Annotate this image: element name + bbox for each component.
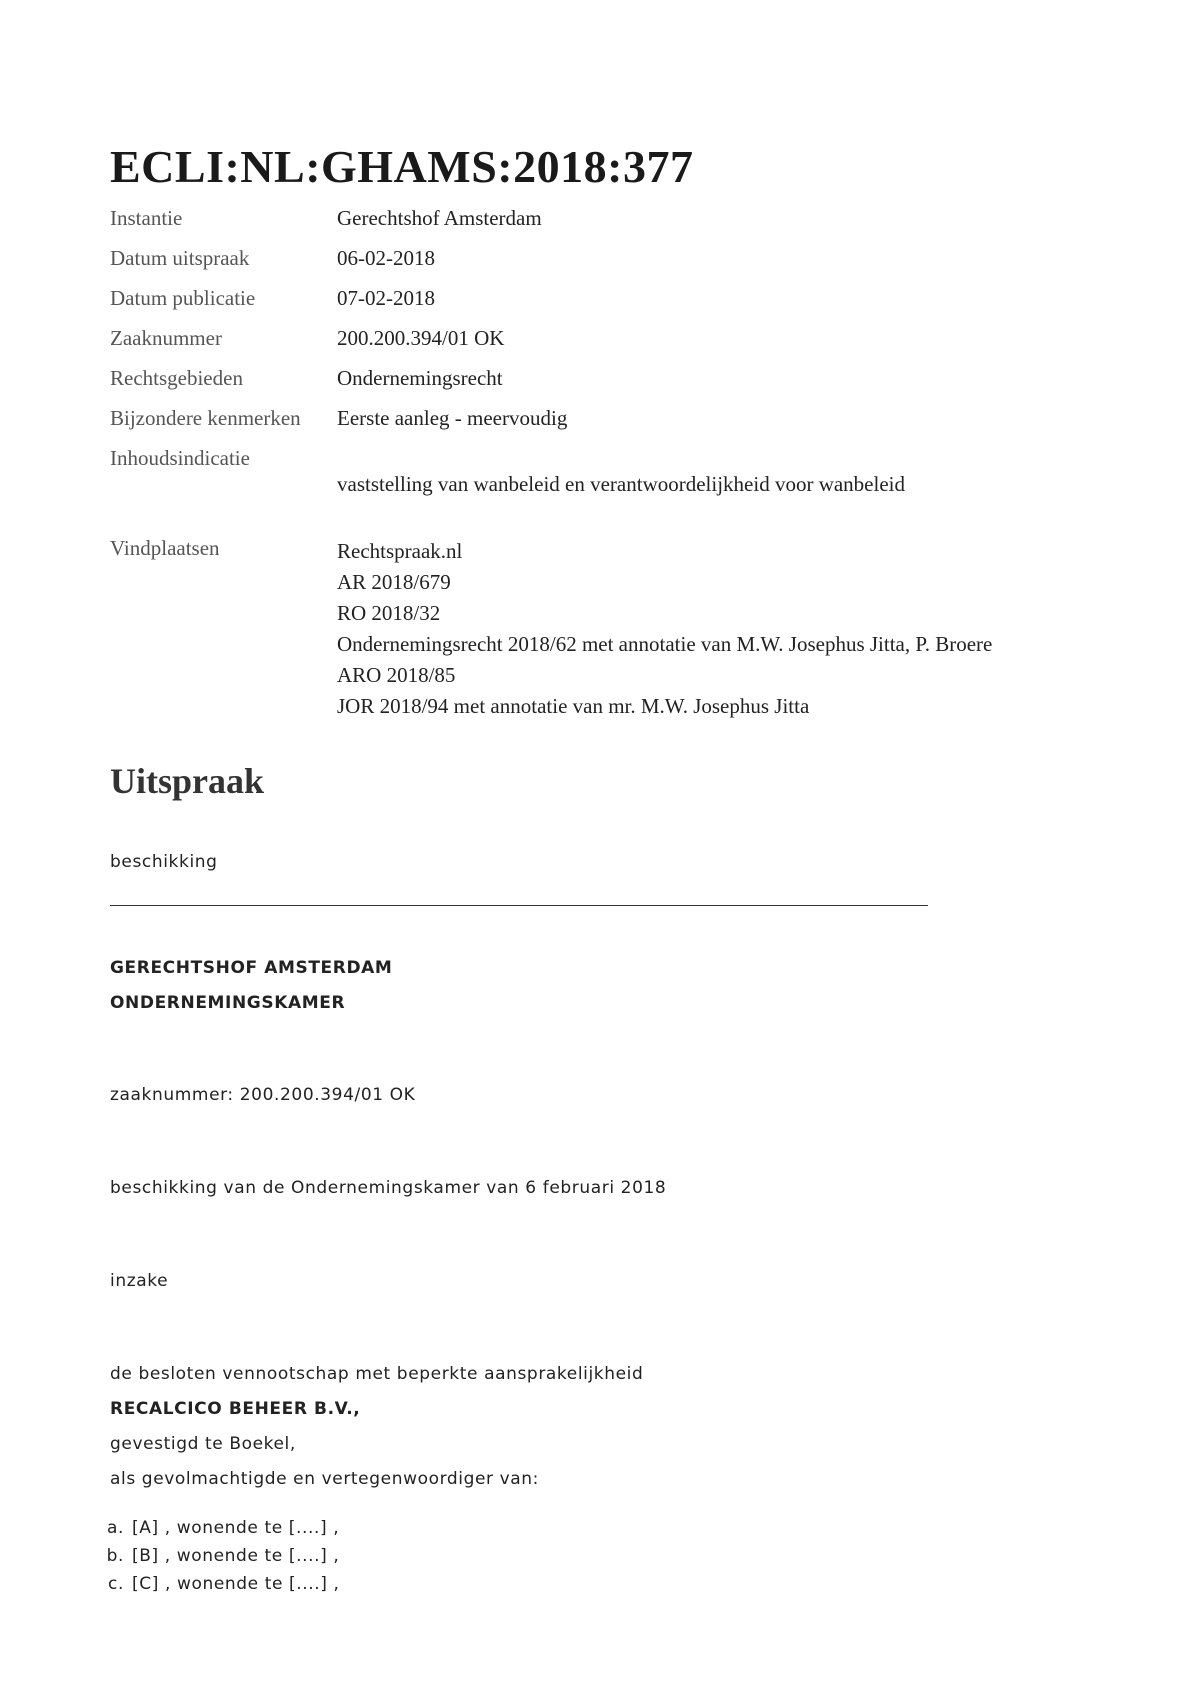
party-list-item xyxy=(102,1546,339,1566)
meta-value: 06-02-2018 xyxy=(337,246,435,270)
meta-value: Gerechtshof Amsterdam xyxy=(337,206,542,230)
gevestigd-line: gevestigd te Boekel, xyxy=(110,1434,296,1454)
vindplaatsen-list xyxy=(337,536,992,722)
meta-value: Eerste aanleg - meervoudig xyxy=(337,406,568,430)
meta-row-datum-uitspraak xyxy=(110,246,1090,286)
gevolmachtigde-line: als gevolmachtigde en vertegenwoordiger van: xyxy=(110,1469,539,1489)
meta-value: vaststelling van wanbeleid en verantwoordelijkheid voor wanbeleid xyxy=(337,472,905,496)
meta-label: Zaaknummer xyxy=(110,326,222,350)
list-marker: c. xyxy=(108,1574,124,1594)
meta-label: Bijzondere kenmerken xyxy=(110,406,301,430)
vindplaats-item: Ondernemingsrecht 2018/62 met annotatie van M.W. Josephus Jitta, P. Broere xyxy=(337,632,993,656)
vindplaats-item: RO 2018/32 xyxy=(337,601,441,625)
meta-row-vindplaatsen xyxy=(110,536,1090,722)
meta-row-instantie xyxy=(110,206,1090,246)
vindplaats-item: ARO 2018/85 xyxy=(337,663,456,687)
meta-value: 200.200.394/01 OK xyxy=(337,326,505,350)
party-list-item xyxy=(102,1574,340,1594)
party-text: [A] , wonende te [....] , xyxy=(132,1518,340,1538)
company-name: RECALCICO BEHEER B.V., xyxy=(110,1399,361,1419)
chamber-name: ONDERNEMINGSKAMER xyxy=(110,993,346,1013)
company-type: de besloten vennootschap met beperkte aansprakelijkheid xyxy=(110,1364,644,1384)
court-name: GERECHTSHOF AMSTERDAM xyxy=(110,958,393,978)
meta-row-inhoudsindicatie xyxy=(110,446,1090,536)
vindplaats-item: JOR 2018/94 met annotatie van mr. M.W. Josephus Jitta xyxy=(337,694,810,718)
party-list-item xyxy=(102,1518,339,1538)
meta-label: Inhoudsindicatie xyxy=(110,446,250,470)
meta-label: Datum uitspraak xyxy=(110,246,250,270)
horizontal-rule xyxy=(110,905,928,906)
beschikking-label: beschikking xyxy=(110,852,218,872)
list-marker: b. xyxy=(106,1546,124,1566)
party-text: [B] , wonende te [....] , xyxy=(132,1546,340,1566)
meta-label: Rechtsgebieden xyxy=(110,366,243,390)
party-text: [C] , wonende te [....] , xyxy=(132,1574,340,1594)
vindplaats-item: AR 2018/679 xyxy=(337,570,451,594)
zaaknummer-line: zaaknummer: 200.200.394/01 OK xyxy=(110,1085,416,1105)
meta-label: Vindplaatsen xyxy=(110,536,220,560)
meta-value: 07-02-2018 xyxy=(337,286,435,310)
list-marker: a. xyxy=(106,1518,124,1538)
meta-row-bijzondere-kenmerken xyxy=(110,406,1090,446)
beschikking-line: beschikking van de Ondernemingskamer van 6 februari 2018 xyxy=(110,1178,667,1198)
inzake-line: inzake xyxy=(110,1271,169,1291)
metadata-table xyxy=(110,206,1090,722)
vindplaats-item: Rechtspraak.nl xyxy=(337,539,463,563)
meta-label: Instantie xyxy=(110,206,183,230)
uitspraak-heading: Uitspraak xyxy=(110,761,265,801)
meta-value: Ondernemingsrecht xyxy=(337,366,503,390)
meta-label: Datum publicatie xyxy=(110,286,256,310)
meta-row-zaaknummer xyxy=(110,326,1090,366)
meta-row-rechtsgebieden xyxy=(110,366,1090,406)
ecli-title: ECLI:NL:GHAMS:2018:377 xyxy=(110,141,694,192)
meta-row-datum-publicatie xyxy=(110,286,1090,326)
